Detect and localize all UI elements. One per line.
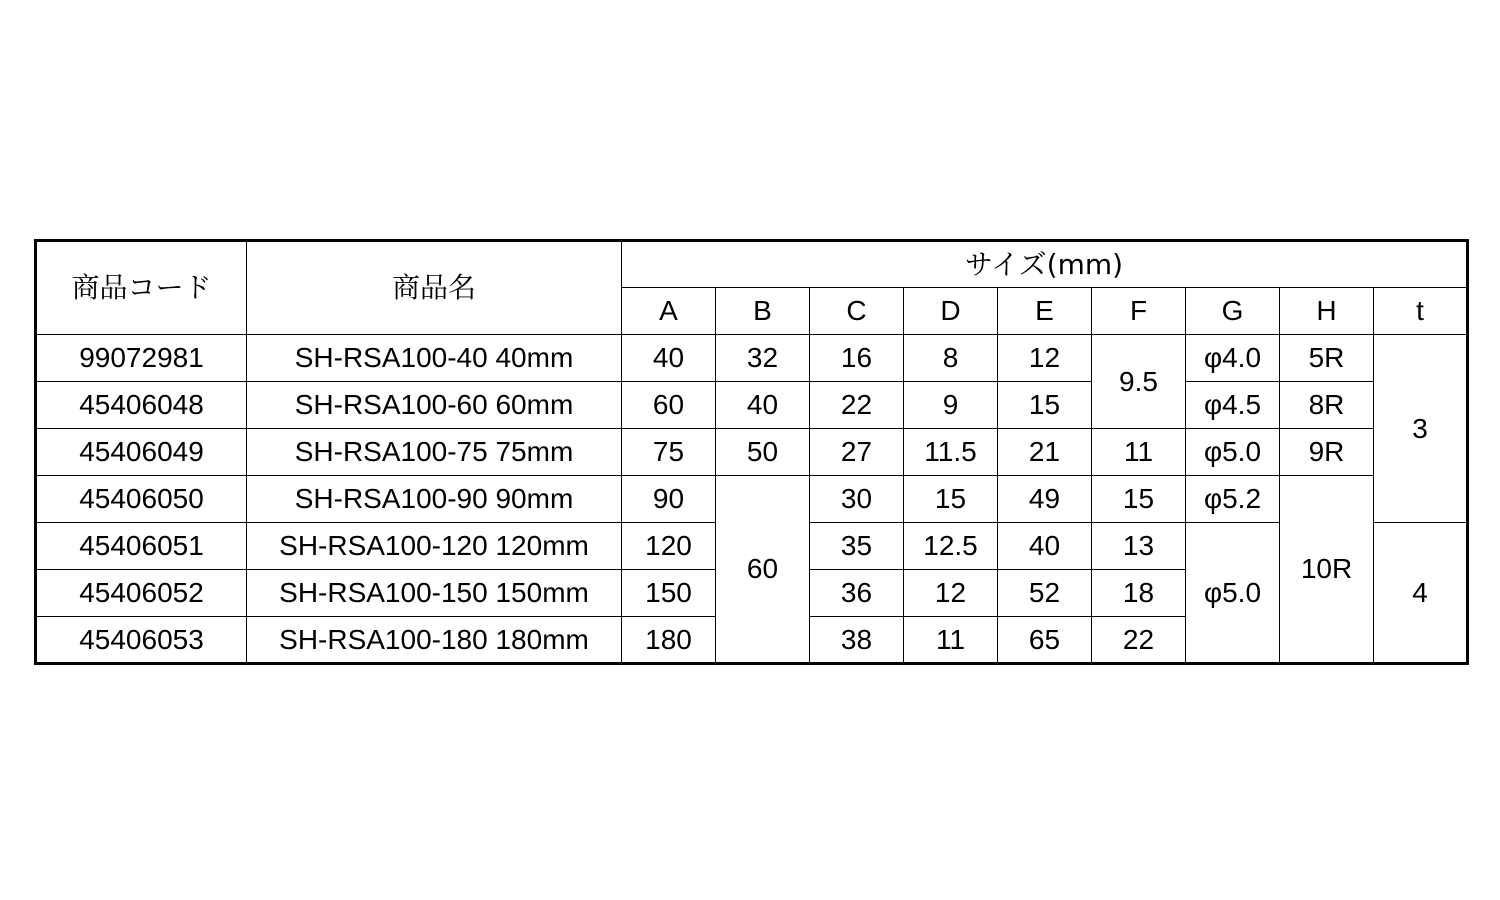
header-product-code: 商品コード — [36, 241, 247, 335]
cell-a: 40 — [622, 335, 716, 382]
cell-e: 15 — [998, 382, 1092, 429]
cell-name: SH-RSA100-75 75mm — [247, 429, 622, 476]
table-row — [36, 335, 1468, 382]
cell-e: 21 — [998, 429, 1092, 476]
cell-d: 12 — [904, 570, 998, 617]
header-dim-b: B — [716, 288, 810, 335]
cell-t: 3 — [1374, 335, 1468, 523]
table-row — [36, 476, 1468, 523]
cell-d: 9 — [904, 382, 998, 429]
cell-g: φ5.2 — [1186, 476, 1280, 523]
cell-f: 15 — [1092, 476, 1186, 523]
cell-f: 9.5 — [1092, 335, 1186, 429]
cell-b: 32 — [716, 335, 810, 382]
header-product-name: 商品名 — [247, 241, 622, 335]
cell-h: 9R — [1280, 429, 1374, 476]
cell-code: 45406049 — [36, 429, 247, 476]
cell-c: 22 — [810, 382, 904, 429]
cell-b: 40 — [716, 382, 810, 429]
spec-table — [34, 239, 1469, 665]
cell-h: 10R — [1280, 476, 1374, 664]
cell-code: 45406050 — [36, 476, 247, 523]
cell-d: 12.5 — [904, 523, 998, 570]
cell-t: 4 — [1374, 523, 1468, 664]
cell-code: 45406051 — [36, 523, 247, 570]
cell-g: φ4.0 — [1186, 335, 1280, 382]
cell-f: 18 — [1092, 570, 1186, 617]
cell-a: 75 — [622, 429, 716, 476]
cell-d: 11 — [904, 617, 998, 664]
cell-c: 27 — [810, 429, 904, 476]
header-dim-a: A — [622, 288, 716, 335]
header-dim-t: t — [1374, 288, 1468, 335]
cell-a: 90 — [622, 476, 716, 523]
cell-code: 45406048 — [36, 382, 247, 429]
header-dim-c: C — [810, 288, 904, 335]
cell-f: 13 — [1092, 523, 1186, 570]
cell-e: 12 — [998, 335, 1092, 382]
header-dim-h: H — [1280, 288, 1374, 335]
cell-name: SH-RSA100-150 150mm — [247, 570, 622, 617]
cell-a: 180 — [622, 617, 716, 664]
cell-c: 38 — [810, 617, 904, 664]
table-row — [36, 429, 1468, 476]
cell-d: 11.5 — [904, 429, 998, 476]
cell-e: 65 — [998, 617, 1092, 664]
cell-name: SH-RSA100-60 60mm — [247, 382, 622, 429]
cell-b: 60 — [716, 476, 810, 664]
cell-d: 8 — [904, 335, 998, 382]
cell-name: SH-RSA100-40 40mm — [247, 335, 622, 382]
cell-e: 40 — [998, 523, 1092, 570]
cell-g: φ5.0 — [1186, 523, 1280, 664]
cell-a: 150 — [622, 570, 716, 617]
cell-f: 11 — [1092, 429, 1186, 476]
cell-c: 36 — [810, 570, 904, 617]
cell-f: 22 — [1092, 617, 1186, 664]
header-dim-d: D — [904, 288, 998, 335]
header-row-group — [36, 241, 1468, 288]
cell-g: φ4.5 — [1186, 382, 1280, 429]
cell-d: 15 — [904, 476, 998, 523]
table-row — [36, 382, 1468, 429]
header-dim-g: G — [1186, 288, 1280, 335]
cell-g: φ5.0 — [1186, 429, 1280, 476]
cell-a: 60 — [622, 382, 716, 429]
header-dim-e: E — [998, 288, 1092, 335]
cell-c: 30 — [810, 476, 904, 523]
cell-code: 45406053 — [36, 617, 247, 664]
cell-e: 52 — [998, 570, 1092, 617]
cell-code: 45406052 — [36, 570, 247, 617]
cell-name: SH-RSA100-90 90mm — [247, 476, 622, 523]
header-size-group: サイズ(mm) — [622, 241, 1468, 288]
cell-c: 16 — [810, 335, 904, 382]
cell-b: 50 — [716, 429, 810, 476]
cell-c: 35 — [810, 523, 904, 570]
cell-name: SH-RSA100-180 180mm — [247, 617, 622, 664]
cell-h: 5R — [1280, 335, 1374, 382]
cell-code: 99072981 — [36, 335, 247, 382]
header-dim-f: F — [1092, 288, 1186, 335]
cell-e: 49 — [998, 476, 1092, 523]
cell-h: 8R — [1280, 382, 1374, 429]
cell-name: SH-RSA100-120 120mm — [247, 523, 622, 570]
cell-a: 120 — [622, 523, 716, 570]
